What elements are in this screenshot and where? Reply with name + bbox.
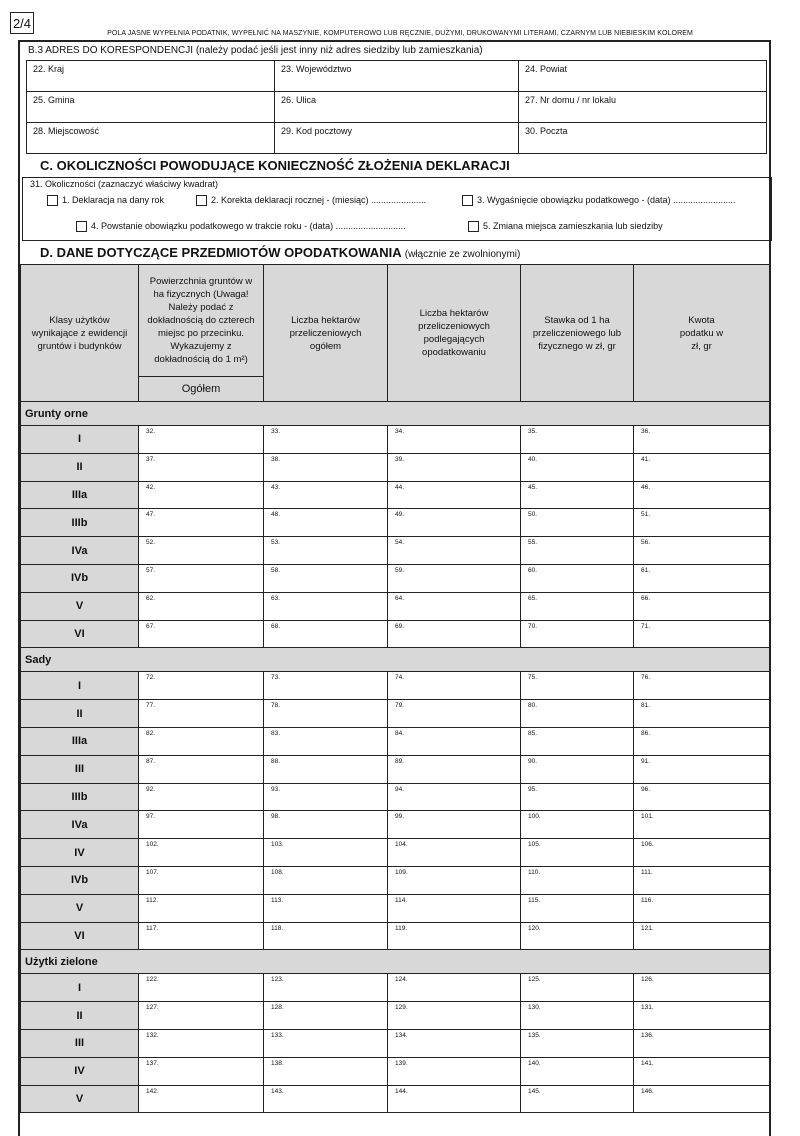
land-class-label: IIIb <box>21 783 139 811</box>
field-country[interactable]: 22. Kraj <box>27 61 275 92</box>
group-row-sady <box>21 648 770 672</box>
header-land-class: Klasy użytków wynikające z ewidencji gruntów i budynków <box>21 265 139 402</box>
input-field[interactable]: 91. <box>634 755 770 783</box>
option-address-change[interactable]: 5. Zmiana miejsca zamieszkania lub siedziby <box>468 221 663 232</box>
input-field[interactable]: 105. <box>521 839 634 867</box>
input-field[interactable]: 133. <box>264 1029 388 1057</box>
input-field[interactable]: 71. <box>634 620 770 648</box>
field-commune[interactable]: 25. Gmina <box>27 92 275 123</box>
input-field[interactable]: 32. <box>139 426 264 454</box>
land-class-label: IVa <box>21 537 139 565</box>
input-field[interactable]: 50. <box>521 509 634 537</box>
input-field[interactable]: 73. <box>264 672 388 700</box>
table-row <box>21 866 770 894</box>
input-field[interactable]: 106. <box>634 839 770 867</box>
land-class-label: III <box>21 1029 139 1057</box>
input-field[interactable]: 78. <box>264 700 388 728</box>
field-house-number[interactable]: 27. Nr domu / nr lokalu <box>519 92 767 123</box>
input-field[interactable]: 123. <box>264 974 388 1002</box>
input-field[interactable]: 126. <box>634 974 770 1002</box>
table-row <box>21 453 770 481</box>
input-field[interactable]: 95. <box>521 783 634 811</box>
input-field[interactable]: 132. <box>139 1029 264 1057</box>
land-class-label: I <box>21 974 139 1002</box>
taxation-objects-body <box>21 402 770 1113</box>
option-obligation-arises[interactable]: 4. Powstanie obowiązku podatkowego w trakcie roku - (data) ............................ <box>76 221 406 232</box>
input-field[interactable]: 122. <box>139 974 264 1002</box>
field-locality[interactable]: 28. Miejscowość <box>27 123 275 154</box>
option-annual-declaration[interactable]: 1. Deklaracja na dany rok <box>47 195 164 206</box>
header-hectares-taxable: Liczba hektarów przeliczeniowych podlegających opodatkowaniu <box>388 265 521 402</box>
table-row <box>21 481 770 509</box>
header-tax-amount: Kwota podatku w zł, gr <box>634 265 770 402</box>
input-field[interactable]: 41. <box>634 453 770 481</box>
land-class-label: V <box>21 894 139 922</box>
input-field[interactable]: 134. <box>388 1029 521 1057</box>
input-field[interactable]: 92. <box>139 783 264 811</box>
input-field[interactable]: 43. <box>264 481 388 509</box>
header-area: Powierzchnia gruntów w ha fizycznych (Uwaga! Należy podać z dokładnością do czterech miejsc po przecinku. Wykazujemy z dokładnością do 1 m²) <box>139 265 264 377</box>
land-class-label: II <box>21 453 139 481</box>
input-field[interactable]: 97. <box>139 811 264 839</box>
field-street[interactable]: 26. Ulica <box>275 92 519 123</box>
header-hectares-total: Liczba hektarów przeliczeniowych ogółem <box>264 265 388 402</box>
table-row <box>21 1029 770 1057</box>
input-field[interactable]: 129. <box>388 1002 521 1030</box>
table-row <box>21 537 770 565</box>
land-class-label: VI <box>21 922 139 950</box>
input-field[interactable]: 72. <box>139 672 264 700</box>
input-field[interactable]: 80. <box>521 700 634 728</box>
input-field[interactable]: 59. <box>388 564 521 592</box>
table-row <box>21 672 770 700</box>
table-row <box>21 755 770 783</box>
land-class-label: V <box>21 592 139 620</box>
header-rate: Stawka od 1 ha przeliczeniowego lub fizycznego w zł, gr <box>521 265 634 402</box>
input-field[interactable]: 136. <box>634 1029 770 1057</box>
table-row <box>21 922 770 950</box>
input-field[interactable]: 125. <box>521 974 634 1002</box>
field-postal-code[interactable]: 29. Kod pocztowy <box>275 123 519 154</box>
table-row <box>21 894 770 922</box>
input-field[interactable]: 38. <box>264 453 388 481</box>
input-field[interactable]: 51. <box>634 509 770 537</box>
land-class-label: IVb <box>21 866 139 894</box>
input-field[interactable]: 75. <box>521 672 634 700</box>
taxation-objects-table <box>20 264 770 1113</box>
group-row-uzytki-zielone <box>21 950 770 974</box>
input-field[interactable]: 130. <box>521 1002 634 1030</box>
table-row <box>21 426 770 454</box>
input-field[interactable]: 81. <box>634 700 770 728</box>
input-field[interactable]: 116. <box>634 894 770 922</box>
table-row <box>21 564 770 592</box>
input-field[interactable]: 67. <box>139 620 264 648</box>
field-post-office[interactable]: 30. Poczta <box>519 123 767 154</box>
input-field[interactable]: 37. <box>139 453 264 481</box>
header-area-total: Ogółem <box>139 377 264 402</box>
table-row <box>21 839 770 867</box>
input-field[interactable]: 87. <box>139 755 264 783</box>
input-field[interactable]: 89. <box>388 755 521 783</box>
section-b3-title: B.3 ADRES DO KORESPONDENCJI (należy podać jeśli jest inny niż adres siedziby lub zamieszkania) <box>28 45 483 56</box>
input-field[interactable]: 62. <box>139 592 264 620</box>
input-field[interactable]: 141. <box>634 1057 770 1085</box>
input-field[interactable]: 82. <box>139 727 264 755</box>
page-number: 2/4 <box>10 12 34 34</box>
land-class-label: IVa <box>21 811 139 839</box>
input-field[interactable]: 53. <box>264 537 388 565</box>
land-class-label: II <box>21 1002 139 1030</box>
input-field[interactable]: 83. <box>264 727 388 755</box>
group-label: Użytki zielone <box>21 950 770 974</box>
land-class-label: IV <box>21 1057 139 1085</box>
input-field[interactable]: 93. <box>264 783 388 811</box>
input-field[interactable]: 36. <box>634 426 770 454</box>
input-field[interactable]: 79. <box>388 700 521 728</box>
table-row <box>21 974 770 1002</box>
input-field[interactable]: 117. <box>139 922 264 950</box>
input-field[interactable]: 42. <box>139 481 264 509</box>
table-row <box>21 1085 770 1113</box>
input-field[interactable]: 57. <box>139 564 264 592</box>
checkbox-icon[interactable] <box>76 221 87 232</box>
input-field[interactable]: 145. <box>521 1085 634 1113</box>
input-field[interactable]: 54. <box>388 537 521 565</box>
input-field[interactable]: 135. <box>521 1029 634 1057</box>
table-row <box>21 592 770 620</box>
input-field[interactable]: 74. <box>388 672 521 700</box>
table-row <box>21 727 770 755</box>
input-field[interactable]: 102. <box>139 839 264 867</box>
section-c-title: C. OKOLICZNOŚCI POWODUJĄCE KONIECZNOŚĆ ZŁOŻENIA DEKLARACJI <box>40 158 510 173</box>
input-field[interactable]: 120. <box>521 922 634 950</box>
input-field[interactable]: 96. <box>634 783 770 811</box>
checkbox-icon[interactable] <box>47 195 58 206</box>
input-field[interactable]: 100. <box>521 811 634 839</box>
land-class-label: IV <box>21 839 139 867</box>
land-class-label: V <box>21 1085 139 1113</box>
input-field[interactable]: 115. <box>521 894 634 922</box>
input-field[interactable]: 146. <box>634 1085 770 1113</box>
input-field[interactable]: 77. <box>139 700 264 728</box>
group-row-grunty-orne <box>21 402 770 426</box>
land-class-label: IIIa <box>21 727 139 755</box>
field-voivodeship[interactable]: 23. Województwo <box>275 61 519 92</box>
land-class-label: II <box>21 700 139 728</box>
input-field[interactable]: 140. <box>521 1057 634 1085</box>
input-field[interactable]: 110. <box>521 866 634 894</box>
input-field[interactable]: 85. <box>521 727 634 755</box>
input-field[interactable]: 114. <box>388 894 521 922</box>
field-county[interactable]: 24. Powiat <box>519 61 767 92</box>
checkbox-icon[interactable] <box>462 195 473 206</box>
land-class-label: III <box>21 755 139 783</box>
input-field[interactable]: 63. <box>264 592 388 620</box>
input-field[interactable]: 65. <box>521 592 634 620</box>
input-field[interactable]: 103. <box>264 839 388 867</box>
input-field[interactable]: 34. <box>388 426 521 454</box>
land-class-label: I <box>21 672 139 700</box>
land-class-label: VI <box>21 620 139 648</box>
input-field[interactable]: 94. <box>388 783 521 811</box>
input-field[interactable]: 98. <box>264 811 388 839</box>
filling-instruction: POLA JASNE WYPEŁNIA PODATNIK, WYPEŁNIĆ NA MASZYNIE, KOMPUTEROWO LUB RĘCZNIE, DUŻYMI, DRUKOWANYMI LITERAMI, CZARNYM LUB NIEBIESKIM KOLOREM <box>107 30 693 37</box>
group-label: Sady <box>21 648 770 672</box>
input-field[interactable]: 66. <box>634 592 770 620</box>
input-field[interactable]: 131. <box>634 1002 770 1030</box>
checkbox-icon[interactable] <box>196 195 207 206</box>
input-field[interactable]: 144. <box>388 1085 521 1113</box>
table-row <box>21 1002 770 1030</box>
address-table <box>26 60 767 154</box>
input-field[interactable]: 39. <box>388 453 521 481</box>
input-field[interactable]: 47. <box>139 509 264 537</box>
input-field[interactable]: 107. <box>139 866 264 894</box>
input-field[interactable]: 118. <box>264 922 388 950</box>
input-field[interactable]: 139. <box>388 1057 521 1085</box>
table-row <box>21 811 770 839</box>
group-label: Grunty orne <box>21 402 770 426</box>
option-expiry[interactable]: 3. Wygaśnięcie obowiązku podatkowego - (data) ......................... <box>462 195 736 206</box>
input-field[interactable]: 76. <box>634 672 770 700</box>
input-field[interactable]: 61. <box>634 564 770 592</box>
section-d-title: D. DANE DOTYCZĄCE PRZEDMIOTÓW OPODATKOWANIA (włącznie ze zwolnionymi) <box>40 245 521 260</box>
table-row <box>21 783 770 811</box>
input-field[interactable]: 84. <box>388 727 521 755</box>
input-field[interactable]: 55. <box>521 537 634 565</box>
input-field[interactable]: 109. <box>388 866 521 894</box>
table-row <box>21 620 770 648</box>
land-class-label: IIIa <box>21 481 139 509</box>
land-class-label: I <box>21 426 139 454</box>
option-correction[interactable]: 2. Korekta deklaracji rocznej - (miesiąc) ...................... <box>196 195 426 206</box>
input-field[interactable]: 40. <box>521 453 634 481</box>
input-field[interactable]: 119. <box>388 922 521 950</box>
input-field[interactable]: 88. <box>264 755 388 783</box>
input-field[interactable]: 68. <box>264 620 388 648</box>
input-field[interactable]: 104. <box>388 839 521 867</box>
input-field[interactable]: 108. <box>264 866 388 894</box>
input-field[interactable]: 127. <box>139 1002 264 1030</box>
input-field[interactable]: 138. <box>264 1057 388 1085</box>
input-field[interactable]: 99. <box>388 811 521 839</box>
input-field[interactable]: 44. <box>388 481 521 509</box>
input-field[interactable]: 113. <box>264 894 388 922</box>
input-field[interactable]: 45. <box>521 481 634 509</box>
input-field[interactable]: 86. <box>634 727 770 755</box>
input-field[interactable]: 52. <box>139 537 264 565</box>
input-field[interactable]: 46. <box>634 481 770 509</box>
input-field[interactable]: 64. <box>388 592 521 620</box>
table-row <box>21 700 770 728</box>
input-field[interactable]: 70. <box>521 620 634 648</box>
land-class-label: IVb <box>21 564 139 592</box>
input-field[interactable]: 56. <box>634 537 770 565</box>
input-field[interactable]: 137. <box>139 1057 264 1085</box>
input-field[interactable]: 48. <box>264 509 388 537</box>
input-field[interactable]: 121. <box>634 922 770 950</box>
input-field[interactable]: 124. <box>388 974 521 1002</box>
input-field[interactable]: 112. <box>139 894 264 922</box>
input-field[interactable]: 58. <box>264 564 388 592</box>
input-field[interactable]: 60. <box>521 564 634 592</box>
checkbox-icon[interactable] <box>468 221 479 232</box>
input-field[interactable]: 49. <box>388 509 521 537</box>
field-31-label: 31. Okoliczności (zaznaczyć właściwy kwadrat) <box>30 179 219 189</box>
table-row <box>21 509 770 537</box>
input-field[interactable]: 128. <box>264 1002 388 1030</box>
input-field[interactable]: 142. <box>139 1085 264 1113</box>
input-field[interactable]: 69. <box>388 620 521 648</box>
input-field[interactable]: 143. <box>264 1085 388 1113</box>
input-field[interactable]: 101. <box>634 811 770 839</box>
input-field[interactable]: 35. <box>521 426 634 454</box>
input-field[interactable]: 33. <box>264 426 388 454</box>
input-field[interactable]: 111. <box>634 866 770 894</box>
land-class-label: IIIb <box>21 509 139 537</box>
table-row <box>21 1057 770 1085</box>
input-field[interactable]: 90. <box>521 755 634 783</box>
